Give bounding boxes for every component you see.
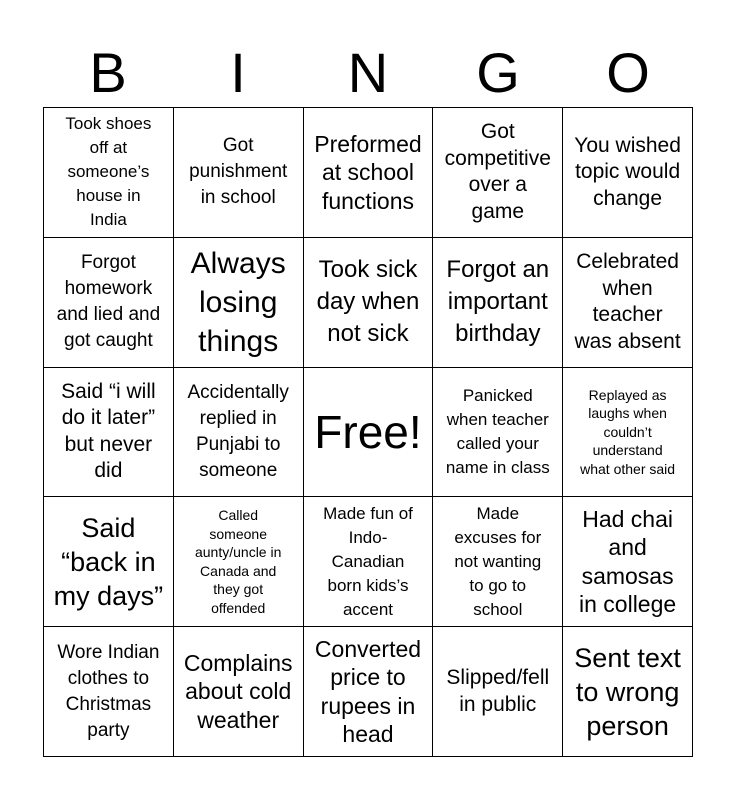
bingo-cell-r5c4[interactable]	[433, 627, 563, 757]
cell-text: Made fun of Indo- Canadian born kids’s accent	[323, 503, 413, 619]
cell-text: Complains about cold weather	[183, 649, 293, 733]
bingo-cell-r3c2[interactable]	[174, 368, 304, 498]
cell-text: Forgot homework and lied and got caught	[56, 252, 161, 352]
bingo-header	[43, 40, 693, 106]
bingo-cell-r1c4[interactable]	[433, 108, 563, 238]
free-space-cell[interactable]	[304, 368, 434, 498]
cell-text: Accidentally replied in Punjabi to someone	[187, 381, 289, 481]
bingo-cell-r4c5[interactable]	[563, 497, 693, 627]
bingo-cell-r1c3[interactable]	[304, 108, 434, 238]
header-letter-b: B	[89, 41, 127, 104]
bingo-cell-r1c2[interactable]	[174, 108, 304, 238]
cell-text: Wore Indian clothes to Christmas party	[57, 641, 160, 741]
header-letter-o: O	[606, 41, 650, 104]
bingo-cell-r4c4[interactable]	[433, 497, 563, 627]
bingo-cell-r5c3[interactable]	[304, 627, 434, 757]
cell-text: Always losing things	[190, 246, 286, 358]
bingo-cell-r2c2[interactable]	[174, 238, 304, 368]
bingo-cell-r4c2[interactable]	[174, 497, 304, 627]
bingo-cell-r5c1[interactable]	[44, 627, 174, 757]
cell-text: Made excuses for not wanting to go to school	[454, 503, 542, 619]
bingo-cell-r3c5[interactable]	[563, 368, 693, 498]
cell-text: Preformed at school functions	[314, 130, 422, 214]
bingo-cell-r4c1[interactable]	[44, 497, 174, 627]
cell-text: You wished topic would change	[574, 133, 681, 210]
header-letter-i: I	[230, 41, 246, 104]
cell-text: Had chai and samosas in college	[579, 505, 677, 618]
bingo-cell-r2c3[interactable]	[304, 238, 434, 368]
cell-text: Said “back in my days”	[53, 512, 164, 611]
cell-text: Took sick day when not sick	[316, 256, 420, 348]
bingo-cell-r5c2[interactable]	[174, 627, 304, 757]
free-space-label: Free!	[314, 405, 422, 458]
bingo-cell-r2c4[interactable]	[433, 238, 563, 368]
bingo-cell-r3c4[interactable]	[433, 368, 563, 498]
cell-text: Sent text to wrong person	[574, 642, 681, 741]
cell-text: Converted price to rupees in head	[314, 635, 422, 748]
bingo-cell-r2c5[interactable]	[563, 238, 693, 368]
header-letter-n: N	[347, 41, 389, 104]
header-letter-g: G	[476, 41, 520, 104]
bingo-cell-r1c1[interactable]	[44, 108, 174, 238]
cell-text: Got punishment in school	[189, 135, 288, 209]
bingo-cell-r1c5[interactable]	[563, 108, 693, 238]
cell-text: Got competitive over a game	[444, 120, 551, 223]
cell-text: Panicked when teacher called your name in class	[445, 385, 550, 477]
bingo-cell-r2c1[interactable]	[44, 238, 174, 368]
cell-text: Called someone aunty/uncle in Canada and they got offended	[194, 507, 282, 616]
bingo-cell-r4c3[interactable]	[304, 497, 434, 627]
cell-text: Celebrated when teacher was absent	[574, 250, 681, 353]
cell-text: Forgot an important birthday	[446, 256, 550, 348]
bingo-cell-r5c5[interactable]	[563, 627, 693, 757]
bingo-cell-r3c1[interactable]	[44, 368, 174, 498]
cell-text: Said “i will do it later” but never did	[61, 379, 156, 483]
cell-text: Slipped/fell in public	[446, 666, 550, 716]
cell-text: Took shoes off at someone’s house in India	[65, 114, 152, 230]
bingo-board	[43, 107, 693, 757]
cell-text: Replayed as laughs when couldn’t understand what other said	[580, 386, 676, 477]
